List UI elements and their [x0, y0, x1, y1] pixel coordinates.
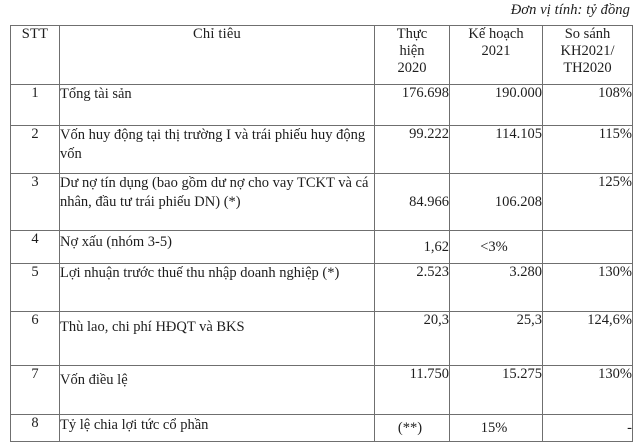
column-header-so-sanh — [543, 26, 633, 85]
table-row — [11, 85, 633, 126]
column-header-thuc-hien-line1: Thực — [396, 26, 428, 42]
cell-thuc-hien-2020: (**) — [375, 415, 450, 442]
cell-so-sanh — [543, 231, 633, 264]
row-indicator-label: Tổng tài sản — [60, 85, 375, 126]
table-row — [11, 312, 633, 366]
cell-thuc-hien-2020: 1,62 — [375, 231, 450, 264]
row-indicator-label: Tỷ lệ chia lợi tức cổ phần — [60, 415, 375, 442]
column-header-thuc-hien-line2: hiện — [399, 43, 425, 60]
row-indicator-label: Vốn điều lệ — [60, 366, 375, 415]
row-indicator-label: Vốn huy động tại thị trường I và trái phiếu huy động vốn — [60, 126, 375, 174]
column-header-so-sanh-line2: KH2021/ — [560, 43, 615, 60]
table-row — [11, 366, 633, 415]
cell-ke-hoach-2021: 190.000 — [450, 85, 543, 126]
row-number: 5 — [11, 264, 60, 312]
column-header-so-sanh-line1: So sánh — [564, 26, 611, 42]
cell-so-sanh: - — [543, 415, 633, 442]
table-header — [11, 26, 633, 85]
cell-thuc-hien-2020: 99.222 — [375, 126, 450, 174]
cell-ke-hoach-2021: 3.280 — [450, 264, 543, 312]
row-number: 2 — [11, 126, 60, 174]
table-row — [11, 174, 633, 231]
table-header-row — [11, 26, 633, 85]
cell-so-sanh: 130% — [543, 264, 633, 312]
column-header-thuc-hien-2020 — [375, 26, 450, 85]
column-header-ke-hoach-2021 — [450, 26, 543, 85]
cell-so-sanh: 125% — [543, 174, 633, 231]
column-header-ke-hoach-line1: Kế hoạch — [468, 26, 524, 42]
cell-so-sanh: 130% — [543, 366, 633, 415]
row-number: 3 — [11, 174, 60, 231]
cell-thuc-hien-2020: 176.698 — [375, 85, 450, 126]
cell-ke-hoach-2021: 15% — [450, 415, 543, 442]
cell-ke-hoach-2021: <3% — [450, 231, 543, 264]
table-body — [11, 85, 633, 442]
row-number: 7 — [11, 366, 60, 415]
row-number: 1 — [11, 85, 60, 126]
column-header-thuc-hien-line3: 2020 — [397, 60, 427, 77]
cell-thuc-hien-2020: 11.750 — [375, 366, 450, 415]
cell-so-sanh: 108% — [543, 85, 633, 126]
cell-thuc-hien-2020: 20,3 — [375, 312, 450, 366]
table-row — [11, 415, 633, 442]
cell-so-sanh: 124,6% — [543, 312, 633, 366]
cell-so-sanh: 115% — [543, 126, 633, 174]
row-indicator-label: Nợ xấu (nhóm 3-5) — [60, 231, 375, 264]
row-indicator-label: Dư nợ tín dụng (bao gồm dư nợ cho vay TCKT và cá nhân, đầu tư trái phiếu DN) (*) — [60, 174, 375, 231]
row-indicator-label: Lợi nhuận trước thuế thu nhập doanh nghiệp (*) — [60, 264, 375, 312]
column-header-indicator: Chỉ tiêu — [60, 26, 375, 85]
table-row — [11, 231, 633, 264]
table-row — [11, 264, 633, 312]
column-header-stt: STT — [11, 26, 60, 85]
row-number: 6 — [11, 312, 60, 366]
row-number: 4 — [11, 231, 60, 264]
cell-ke-hoach-2021: 106.208 — [450, 174, 543, 231]
table-row — [11, 126, 633, 174]
cell-ke-hoach-2021: 114.105 — [450, 126, 543, 174]
row-number: 8 — [11, 415, 60, 442]
row-indicator-label: Thù lao, chi phí HĐQT và BKS — [60, 312, 375, 366]
cell-thuc-hien-2020: 2.523 — [375, 264, 450, 312]
financial-plan-table — [10, 25, 633, 442]
column-header-ke-hoach-line2: 2021 — [481, 43, 511, 60]
column-header-so-sanh-line3: TH2020 — [563, 60, 612, 77]
cell-thuc-hien-2020: 84.966 — [375, 174, 450, 231]
cell-ke-hoach-2021: 25,3 — [450, 312, 543, 366]
cell-ke-hoach-2021: 15.275 — [450, 366, 543, 415]
unit-of-measure-note: Đơn vị tính: tỷ đồng — [510, 2, 630, 18]
